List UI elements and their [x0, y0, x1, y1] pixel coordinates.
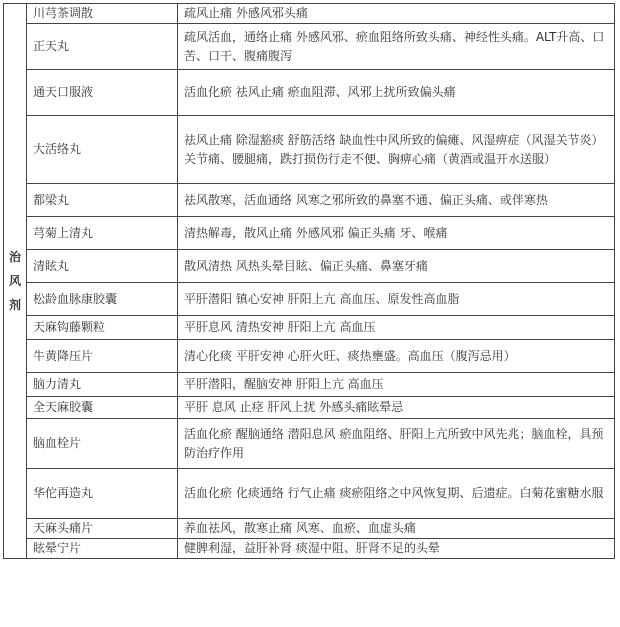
table-row	[4, 116, 615, 184]
medicine-description: 祛风止痛 除湿豁痰 舒筋活络 缺血性中风所致的偏瘫、风湿痹症（风湿关节炎）关节痛、腰腿痛，跌打损伤行走不便、胸痹心痛（黄酒或温开水送服）	[178, 116, 615, 184]
table-row	[4, 70, 615, 116]
medicine-description: 活血化瘀 化痰通络 行气止痛 痰瘀阻络之中风恢复期、后遗症。白菊花蜜糖水服	[178, 469, 615, 519]
table-row	[4, 397, 615, 419]
medicine-name: 通天口服液	[27, 70, 178, 116]
medicine-description: 养血祛风，散寒止痛 风寒、血瘀、血虚头痛	[178, 519, 615, 539]
medicine-name: 天麻头痛片	[27, 519, 178, 539]
table-row	[4, 539, 615, 559]
medicine-table	[3, 3, 615, 559]
table-row	[4, 373, 615, 397]
medicine-description: 平肝 息风 止痉 肝风上扰 外感头痛眩晕忌	[178, 397, 615, 419]
medicine-name: 大活络丸	[27, 116, 178, 184]
table-row	[4, 217, 615, 250]
table-row	[4, 340, 615, 373]
medicine-name: 脑血栓片	[27, 419, 178, 469]
category-cell	[4, 4, 27, 559]
medicine-name: 牛黄降压片	[27, 340, 178, 373]
medicine-description: 散风清热 风热头晕目眩、偏正头痛、鼻塞牙痛	[178, 250, 615, 283]
medicine-description: 活血化瘀 祛风止痛 瘀血阻滞、风邪上扰所致偏头痛	[178, 70, 615, 116]
table-row	[4, 24, 615, 70]
medicine-name: 都梁丸	[27, 184, 178, 217]
table-row	[4, 184, 615, 217]
medicine-description: 祛风散寒，活血通络 风寒之邪所致的鼻塞不通、偏正头痛、或伴寒热	[178, 184, 615, 217]
medicine-table-body	[4, 4, 615, 559]
medicine-description: 活血化瘀 醒脑通络 潜阳息风 瘀血阻络、肝阳上亢所致中风先兆；脑血栓，具预防治疗作用	[178, 419, 615, 469]
medicine-name: 芎菊上清丸	[27, 217, 178, 250]
medicine-description: 清热解毒，散风止痛 外感风邪 偏正头痛 牙、喉痛	[178, 217, 615, 250]
table-row	[4, 519, 615, 539]
medicine-name: 脑力清丸	[27, 373, 178, 397]
table-row	[4, 4, 615, 24]
category-char: 治	[8, 250, 21, 264]
table-row	[4, 419, 615, 469]
medicine-name: 眩晕宁片	[27, 539, 178, 559]
table-row	[4, 283, 615, 316]
table-row	[4, 469, 615, 519]
category-char: 风	[8, 274, 21, 288]
medicine-name: 松龄血脉康胶囊	[27, 283, 178, 316]
medicine-description: 平肝息风 清热安神 肝阳上亢 高血压	[178, 316, 615, 340]
medicine-description: 疏风活血，通络止痛 外感风邪、瘀血阻络所致头痛、神经性头痛。ALT升高、口苦、口干、腹痛腹泻	[178, 24, 615, 70]
medicine-description: 健脾利湿，益肝补肾 痰湿中阻、肝肾不足的头晕	[178, 539, 615, 559]
table-row	[4, 250, 615, 283]
medicine-name: 正天丸	[27, 24, 178, 70]
category-char: 剂	[8, 298, 21, 312]
medicine-name: 华佗再造丸	[27, 469, 178, 519]
medicine-name: 全天麻胶囊	[27, 397, 178, 419]
medicine-description: 平肝潜阳，醒脑安神 肝阳上亢 高血压	[178, 373, 615, 397]
medicine-description: 疏风止痛 外感风邪头痛	[178, 4, 615, 24]
medicine-description: 平肝潜阳 镇心安神 肝阳上亢 高血压、原发性高血脂	[178, 283, 615, 316]
medicine-name: 天麻钩藤颗粒	[27, 316, 178, 340]
table-row	[4, 316, 615, 340]
medicine-name: 清眩丸	[27, 250, 178, 283]
medicine-description: 清心化痰 平肝安神 心肝火旺、痰热壅盛。高血压（腹泻忌用）	[178, 340, 615, 373]
medicine-name: 川芎茶调散	[27, 4, 178, 24]
